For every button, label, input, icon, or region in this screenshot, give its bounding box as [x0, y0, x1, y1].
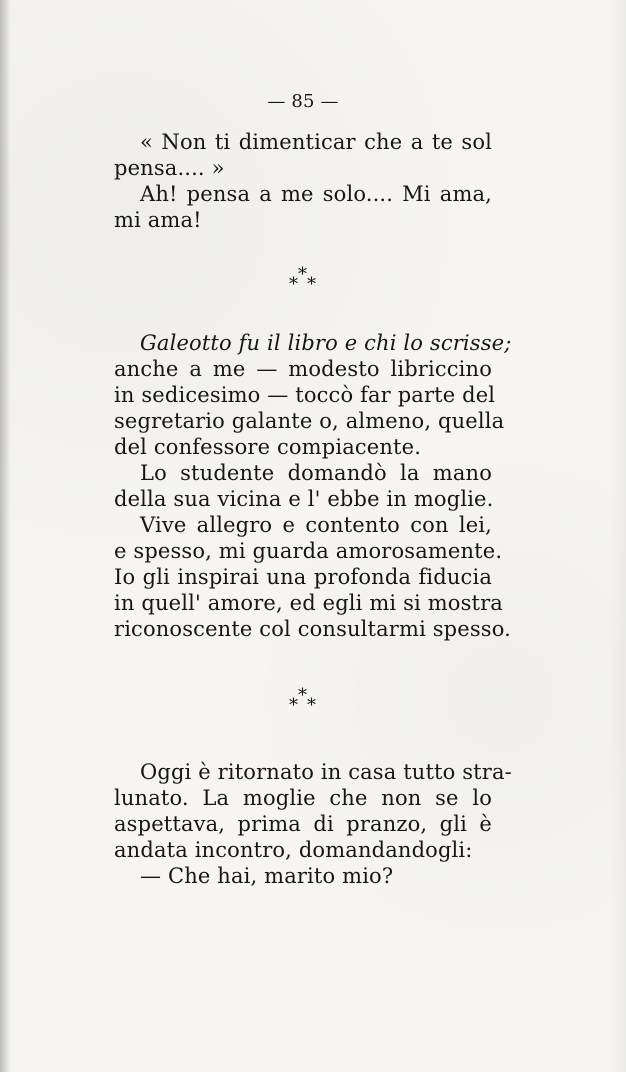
- text-line: Vive allegro e contento con lei,: [140, 513, 492, 537]
- text-line: — Che hai, marito mio?: [140, 864, 394, 888]
- text-line: in sedicesimo — toccò far parte del: [114, 383, 496, 407]
- section-spacing: [114, 233, 492, 266]
- middle-section: [114, 330, 512, 642]
- text-line: andata incontro, domandandogli:: [114, 838, 473, 862]
- page-content: [114, 91, 512, 889]
- asterism-star: *: [307, 274, 317, 295]
- text-line: Oggi è ritornato in casa tutto stra-: [140, 760, 512, 784]
- asterism-star: *: [298, 685, 308, 706]
- page-number: — 85 —: [267, 91, 339, 112]
- text-line: in quell' amore, ed egli mi si mostra: [114, 591, 503, 615]
- text-line: della sua vicina e l' ebbe in moglie.: [114, 487, 494, 511]
- text-line: Ah! pensa a me solo.... Mi ama,: [140, 182, 492, 206]
- section-spacing: [114, 721, 492, 759]
- text-line: Galeotto fu il libro e chi lo scrisse;: [140, 331, 512, 355]
- asterism-star: *: [307, 695, 317, 716]
- opening-dialogue: [114, 129, 492, 233]
- section-spacing: [114, 300, 492, 330]
- asterism-star: *: [298, 264, 308, 285]
- text-line: segretario galante o, almeno, quella: [114, 409, 505, 433]
- page-spine-shadow: [0, 0, 10, 1072]
- section-spacing: [114, 642, 492, 687]
- text-line: aspettava, prima di pranzo, gli è: [114, 812, 492, 836]
- text-line: Io gli inspirai una profonda fiducia: [114, 565, 492, 589]
- text-line: riconoscente col consultarmi spesso.: [114, 617, 511, 641]
- text-line: del confessore compiacente.: [114, 435, 422, 459]
- text-line: Lo studente domandò la mano: [140, 461, 492, 485]
- text-line: « Non ti dimenticar che a te sol: [140, 130, 492, 154]
- closing-section: [114, 759, 512, 889]
- text-line: lunato. La moglie che non se lo: [114, 786, 492, 810]
- text-line: e spesso, mi guarda amorosamente.: [114, 539, 503, 563]
- text-line: mi ama!: [114, 208, 202, 232]
- text-line: pensa.... »: [114, 156, 225, 180]
- text-line: anche a me — modesto libriccino: [114, 357, 492, 381]
- section-separator-stars: [114, 687, 492, 721]
- asterism-star: *: [289, 695, 299, 716]
- section-separator-stars: [114, 266, 492, 300]
- asterism-star: *: [289, 274, 299, 295]
